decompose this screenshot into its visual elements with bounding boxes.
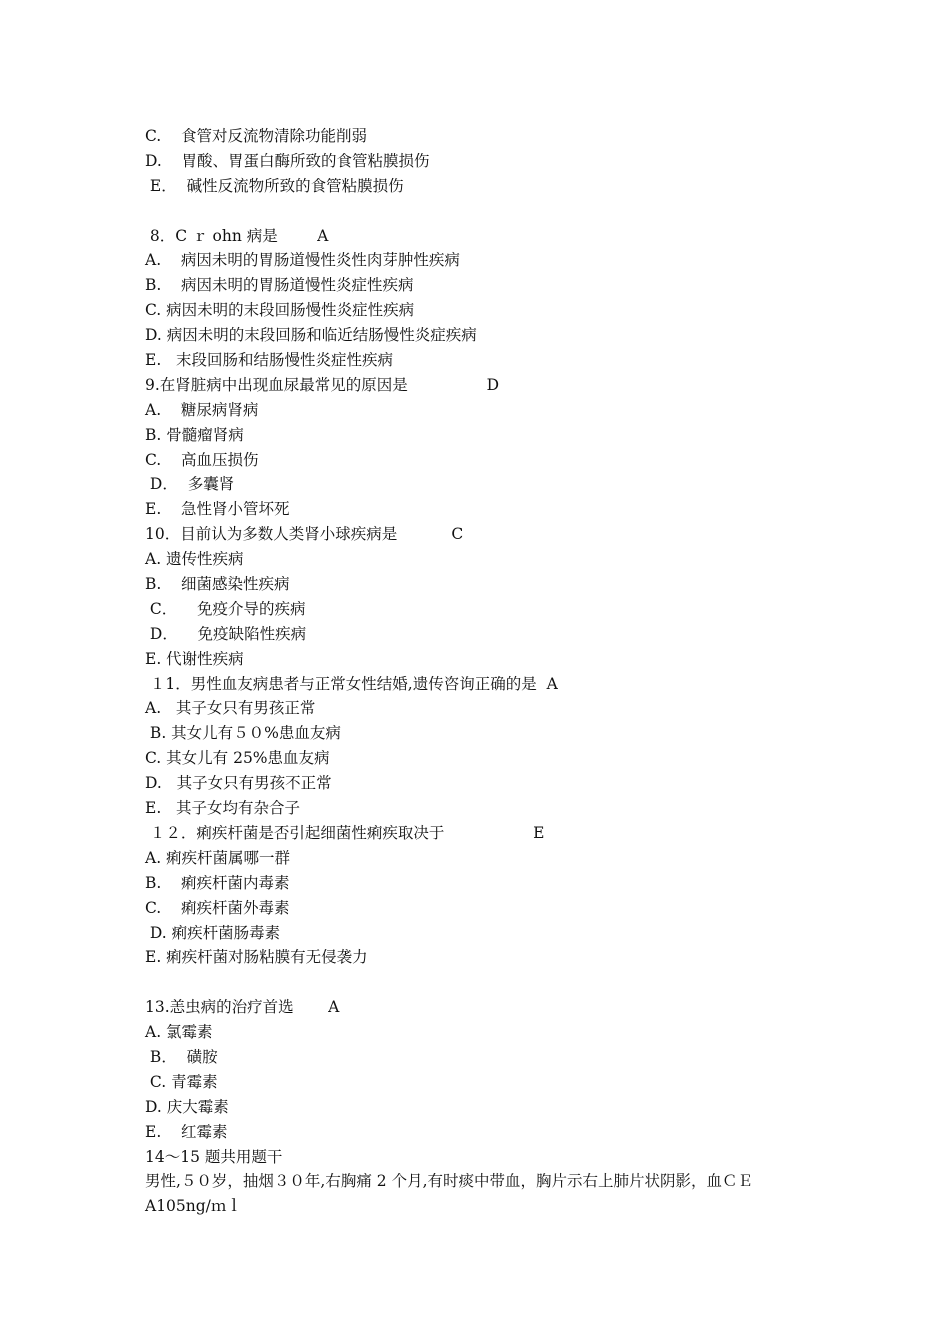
option-line: B. 细菌感染性疾病 [145,575,290,594]
question-line: 13.恙虫病的治疗首选 A [145,998,340,1017]
option-line: B． 磺胺 [145,1047,218,1066]
option-line: B. 其女儿有５０%患血友病 [145,724,341,743]
text-line: D. 胃酸、胃蛋白酶所致的食管粘膜损伤 [145,151,430,170]
question-group-header: 14～15 题共用题干 [145,1147,283,1166]
option-line: D． 免疫缺陷性疾病 [145,624,307,643]
option-line: C. 痢疾杆菌外毒素 [145,898,290,917]
option-line: D. 痢疾杆菌肠毒素 [145,923,281,942]
option-line: D. 庆大霉素 [145,1097,229,1116]
option-line: A. 氯霉素 [145,1023,213,1042]
text-line: C. 食管对反流物清除功能削弱 [145,127,367,145]
option-line: E. 红霉素 [145,1122,228,1141]
option-line: A. 其子女只有男孩正常 [145,699,316,718]
question-line: 10．目前认为多数人类肾小球疾病是 C [145,525,464,544]
option-line: A. 遗传性疾病 [145,550,244,569]
blank-line [145,970,825,995]
option-line: D. 其子女只有男孩不正常 [145,774,332,793]
option-line: D. 病因未明的末段回肠和临近结肠慢性炎症疾病 [145,326,477,345]
option-line: B. 病因未明的胃肠道慢性炎症性疾病 [145,276,414,295]
blank-line [145,199,825,224]
option-line: B. 骨髓瘤肾病 [145,425,244,444]
option-line: D． 多囊肾 [145,475,235,494]
option-line: C. 高血压损伤 [145,450,259,469]
option-line: C. 病因未明的末段回肠慢性炎症性疾病 [145,301,415,320]
option-line: E. 痢疾杆菌对肠粘膜有无侵袭力 [145,948,368,967]
case-stem-line: A105ng/ｍｌ [145,1197,242,1216]
option-line: C． 免疫介导的疾病 [145,599,306,618]
case-stem-line: 男性,５０岁，抽烟３０年,右胸痛 2 个月,有时痰中带血，胸片示右上肺片状阴影，血ＣＥ [145,1172,753,1191]
document-body [145,124,825,1219]
text-line: E． 碱性反流物所致的食管粘膜损伤 [145,176,404,195]
option-line: E. 急性肾小管坏死 [145,500,290,519]
question-line: １２．痢疾杆菌是否引起细菌性痢疾取决于 E [145,823,545,842]
option-line: C. 青霉素 [145,1072,218,1091]
question-line: １1．男性血友病患者与正常女性结婚,遗传咨询正确的是 A [145,674,558,693]
option-line: A. 病因未明的胃肠道慢性炎性肉芽肿性疾病 [145,251,460,270]
option-line: C. 其女儿有 25%患血友病 [145,749,330,768]
option-line: E. 其子女均有杂合子 [145,799,301,818]
option-line: A. 痢疾杆菌属哪一群 [145,848,291,867]
option-line: E. 末段回肠和结肠慢性炎症性疾病 [145,351,394,370]
question-line: 8．C ｒ ohn 病是 A [145,226,329,245]
option-line: A. 糖尿病肾病 [145,400,259,419]
question-line: 9.在肾脏病中出现血尿最常见的原因是 D [145,375,500,394]
option-line: B. 痢疾杆菌内毒素 [145,873,290,892]
option-line: E. 代谢性疾病 [145,649,244,668]
